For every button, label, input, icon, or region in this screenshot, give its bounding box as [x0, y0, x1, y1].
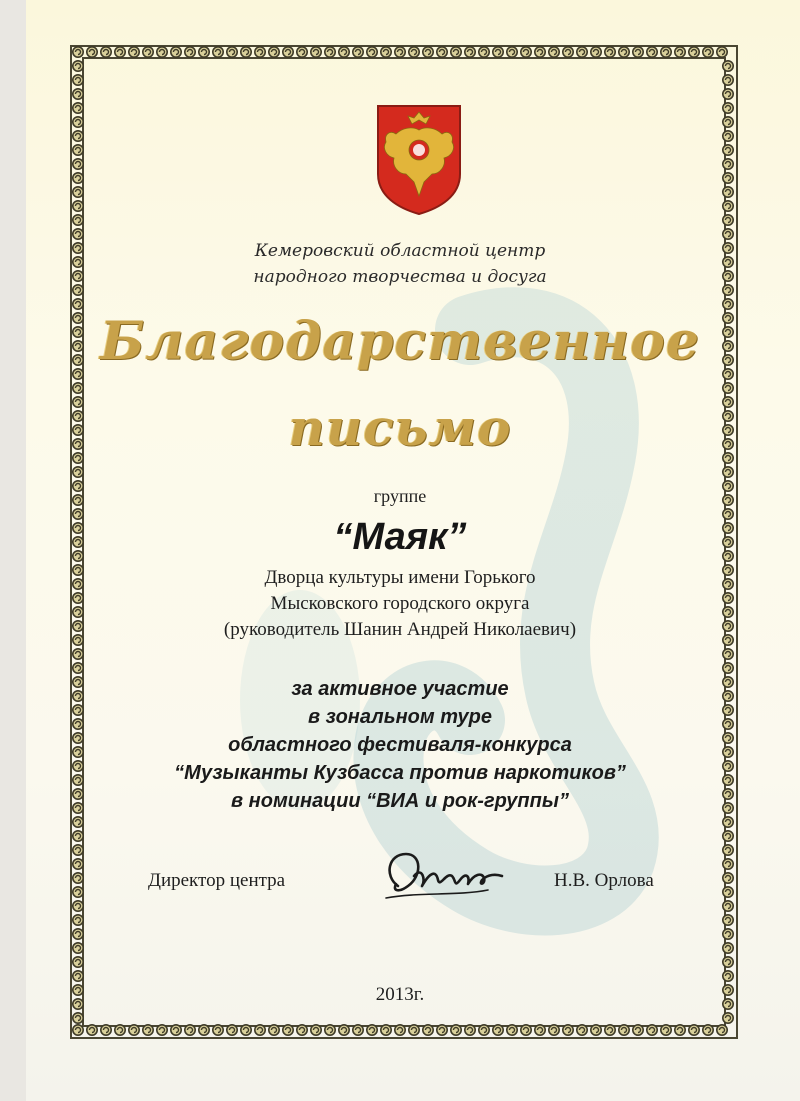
- detail-line-2: Мысковского городского округа: [270, 593, 530, 614]
- signatory-title: Директор центра: [148, 870, 286, 891]
- issue-year: 2013г.: [375, 984, 425, 1005]
- recipient-prefix: группе: [373, 486, 427, 506]
- group-name: “Маяк”: [333, 516, 467, 558]
- russian-coat-of-arms-icon: [374, 104, 464, 216]
- reason-line-3: областного фестиваля-конкурса: [228, 734, 572, 756]
- title-line-2: письмо: [288, 398, 512, 457]
- organization-name: [200, 238, 600, 290]
- reason-line-2: в зональном туре: [308, 706, 492, 728]
- detail-line-1: Дворца культуры имени Горького: [264, 567, 536, 588]
- handwritten-signature: [378, 846, 508, 908]
- reason-line-4: “Музыканты Кузбасса против наркотиков”: [174, 762, 626, 784]
- reason-line-1: за активное участие: [291, 678, 509, 700]
- reason-line-5: в номинации “ВИА и рок-группы”: [231, 790, 569, 812]
- organization-line-1: Кемеровский областной центр: [254, 241, 546, 261]
- title-line-1: Благодарственное: [100, 311, 700, 372]
- signatory-name: Н.В. Орлова: [554, 870, 654, 891]
- detail-line-3: (руководитель Шанин Андрей Николаевич): [223, 619, 577, 640]
- organization-line-2: народного творчества и досуга: [253, 267, 547, 287]
